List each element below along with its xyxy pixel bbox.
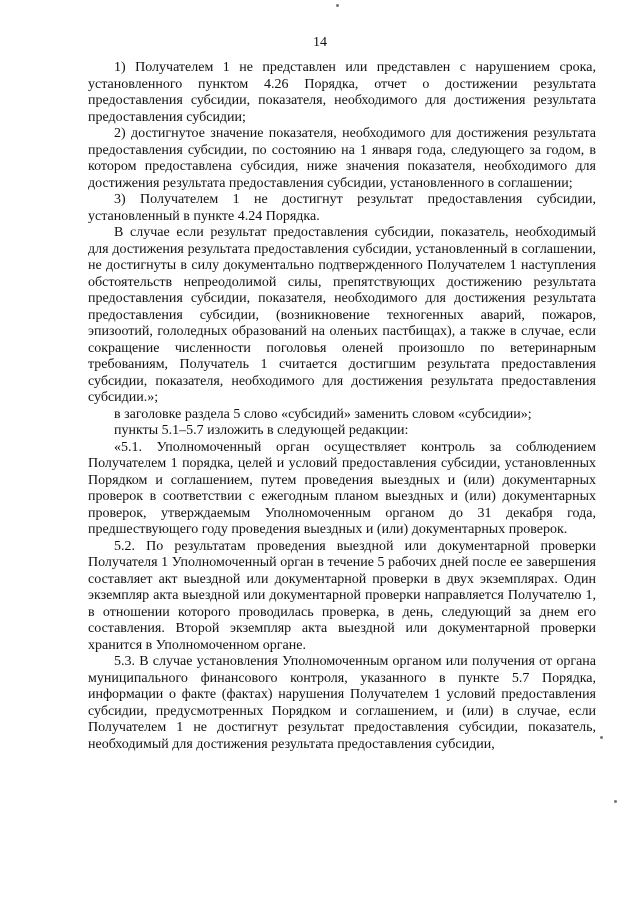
paragraph-5-1: «5.1. Уполномоченный орган осуществляет контроль за соблюдением Получателем 1 порядка, целей и условий предоставления субсидии, установленных Порядком и соглашением, путем проведения выездных и (или) документарных проверок в соответствии с ежегодным планом выездных и (или) документарных проверок, утверждаемым Уполномоченным органом до 31 декабря года, предшествующего году проведения выездных и (или) документарных проверок. — [88, 439, 596, 537]
paragraph-item-3: 3) Получателем 1 не достигнут результат предоставления субсидии, установленный в пункте 4.24 Порядка. — [88, 192, 596, 224]
paragraph-5-2: 5.2. По результатам проведения выездной или документарной проверки Получателя 1 Уполномоченный орган в течение 5 рабочих дней после ее завершения составляет акт выездной или документарной проверки в двух экземплярах. Один экземпляр акта выездной или документарной проверки направляется Получателю 1, в отношении которого проводилась проверка, в день, следующий за днем его составления. Второй экземпляр акта выездной или документарной проверки хранится в Уполномоченном органе. — [88, 538, 596, 653]
paragraph-new-edition: пункты 5.1–5.7 изложить в следующей редакции: — [114, 423, 409, 438]
paragraph-item-1: 1) Получателем 1 не представлен или представлен с нарушением срока, установленного пунктом 4.26 Порядка, отчет о достижении результата предоставления субсидии, показателя, необходимого для достижения результата предоставления субсидии; — [88, 60, 596, 125]
paragraph-item-2: 2) достигнутое значение показателя, необходимого для достижения результата предоставления субсидии, по состоянию на 1 января года, следующего за годом, в котором предоставлена субсидия, ниже значения показателя, необходимого для достижения результата предоставления субсидии, установленного в соглашении; — [88, 126, 596, 191]
scan-speck — [336, 4, 339, 7]
scan-speck — [600, 736, 603, 739]
paragraph-section-title-change: в заголовке раздела 5 слово «субсидий» заменить словом «субсидии»; — [114, 406, 532, 422]
paragraph-5-3: 5.3. В случае установления Уполномоченным органом или получения от органа муниципального финансового контроля, указанного в пункте 5.7 Порядка, информации о факте (фактах) нарушения Получателем 1 условий предоставления субсидии, предусмотренных Порядком и соглашением, и (или) в случае, если Получателем 1 не достигнут результат предоставления субсидии, показатель, необходимый для достижения результата предоставления субсидии, — [88, 654, 596, 752]
paragraph-force-majeure: В случае если результат предоставления субсидии, показатель, необходимый для достижения результата предоставления субсидии, установленный в соглашении, не достигнуты в силу документально подтвержденного Получателем 1 наступления обстоятельств непреодолимой силы, препятствующих достижению результата предоставления субсидии, показателя, необходимого для достижения результата предоставления субсидии, (возникновение техногенных аварий, пожаров, эпизоотий, гололедных образований на оленьих пастбищах), а также в случае, если сокращение численности поголовья оленей произошло по ветеринарным требованиям, Получатель 1 считается достигшим результата предоставления субсидии, показателя, необходимого для достижения результата предоставления субсидии.»; — [88, 225, 596, 405]
document-body — [88, 60, 596, 753]
scan-speck — [614, 800, 617, 803]
page-number: 14 — [313, 35, 327, 50]
